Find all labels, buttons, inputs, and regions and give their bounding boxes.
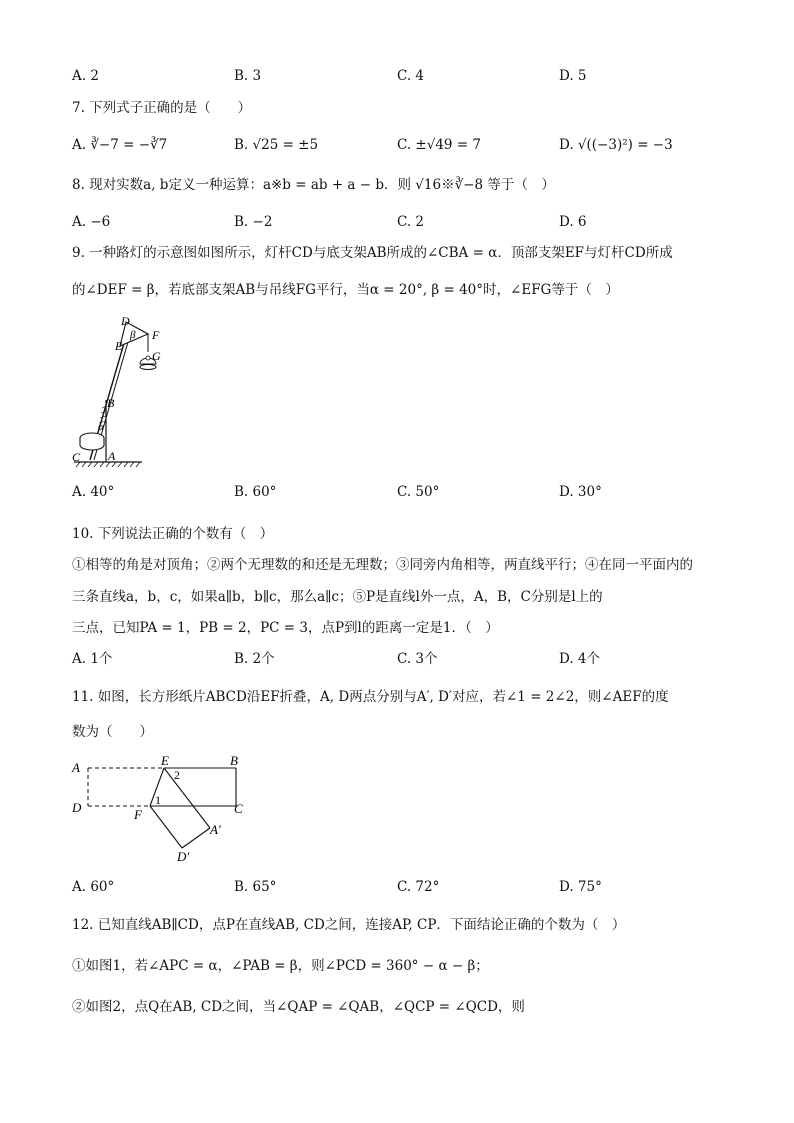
option-a: A. 40° [72, 484, 115, 500]
option-b: B. 3 [234, 68, 262, 84]
option-a: A. 1个 [72, 651, 113, 667]
option-a: A. 2 [72, 68, 99, 84]
folded-rectangle-figure [68, 752, 258, 864]
option-a: A. −6 [72, 214, 111, 230]
option-b: B. √25 = ±5 [234, 137, 319, 153]
label-d: D [121, 314, 130, 328]
option-c: C. 2 [397, 214, 425, 230]
q9-line-1: 9. 一种路灯的示意图如图所示，灯杆CD与底支架AB所成的∠CBA = α．顶部支架EF与灯杆CD所成 [72, 245, 673, 261]
option-d: D. 30° [559, 484, 602, 500]
label-e: E [115, 339, 123, 353]
q11-line-2: 数为（ ） [72, 724, 153, 740]
option-c: C. 50° [397, 484, 440, 500]
q12-line-1: ①如图1，若∠APC = α，∠PAB = β，则∠PCD = 360° − α − β； [72, 958, 489, 974]
option-b: B. 2个 [234, 651, 275, 667]
label-c: C [234, 801, 243, 816]
option-d: D. 4个 [559, 651, 601, 667]
street-lamp-figure [68, 312, 161, 468]
label-beta: β [130, 329, 136, 341]
label-a-prime: A′ [210, 822, 221, 837]
label-f: F [152, 328, 160, 342]
label-g: G [152, 349, 161, 363]
option-c: C. ±√49 = 7 [397, 137, 482, 153]
q10-line-1: ①相等的角是对顶角；②两个无理数的和还是无理数；③同旁内角相等，两直线平行；④在同一平面内的 [72, 557, 693, 573]
option-b: B. −2 [234, 214, 273, 230]
q7-stem: 7. 下列式子正确的是（ ） [72, 100, 252, 116]
label-a: A [72, 760, 80, 775]
option-d: D. 5 [559, 68, 587, 84]
q8-stem: 8. 现对实数a, b定义一种运算：a※b = ab + a − b．则 √16※∛−8 等于（ ） [72, 177, 555, 193]
label-b: B [107, 396, 115, 410]
label-angle-2: 2 [174, 768, 180, 782]
option-d: D. 75° [559, 879, 602, 895]
option-c: C. 72° [397, 879, 440, 895]
option-d: D. √((−3)²) = −3 [559, 137, 673, 153]
q10-line-3: 三点，已知PA = 1，PB = 2，PC = 3，点P到l的距离一定是1．（ ） [72, 620, 499, 636]
q9-line-2: 的∠DEF = β，若底部支架AB与吊线FG平行，当α = 20°, β = 40°时，∠EFG等于（ ） [72, 282, 619, 298]
option-a: A. 60° [72, 879, 115, 895]
label-d: D [72, 800, 82, 815]
label-a: A [108, 449, 116, 463]
q12-line-2: ②如图2，点Q在AB, CD之间，当∠QAP = ∠QAB，∠QCP = ∠QCD，则 [72, 999, 525, 1015]
option-c: C. 4 [397, 68, 425, 84]
label-e: E [161, 753, 169, 768]
label-b: B [230, 753, 238, 768]
option-c: C. 3个 [397, 651, 438, 667]
option-d: D. 6 [559, 214, 587, 230]
label-f: F [134, 807, 142, 822]
option-b: B. 65° [234, 879, 277, 895]
q12-stem: 12. 已知直线AB∥CD，点P在直线AB, CD之间，连接AP, CP．下面结论正确的个数为（ ） [72, 917, 626, 933]
label-c: C [72, 450, 81, 464]
label-angle-1: 1 [155, 793, 161, 807]
q11-line-1: 11. 如图，长方形纸片ABCD沿EF折叠，A, D两点分别与A′, D′对应，若∠1 = 2∠2，则∠AEF的度 [72, 689, 669, 705]
option-b: B. 60° [234, 484, 277, 500]
label-alpha: α [98, 421, 104, 433]
q10-line-2: 三条直线a，b，c，如果a∥b，b∥c，那么a∥c；⑤P是直线l外一点，A，B，C分别是l上的 [72, 589, 603, 605]
q10-stem: 10. 下列说法正确的个数有（ ） [72, 526, 274, 542]
label-d-prime: D′ [177, 849, 190, 864]
option-a: A. ∛−7 = −∛7 [72, 137, 168, 153]
